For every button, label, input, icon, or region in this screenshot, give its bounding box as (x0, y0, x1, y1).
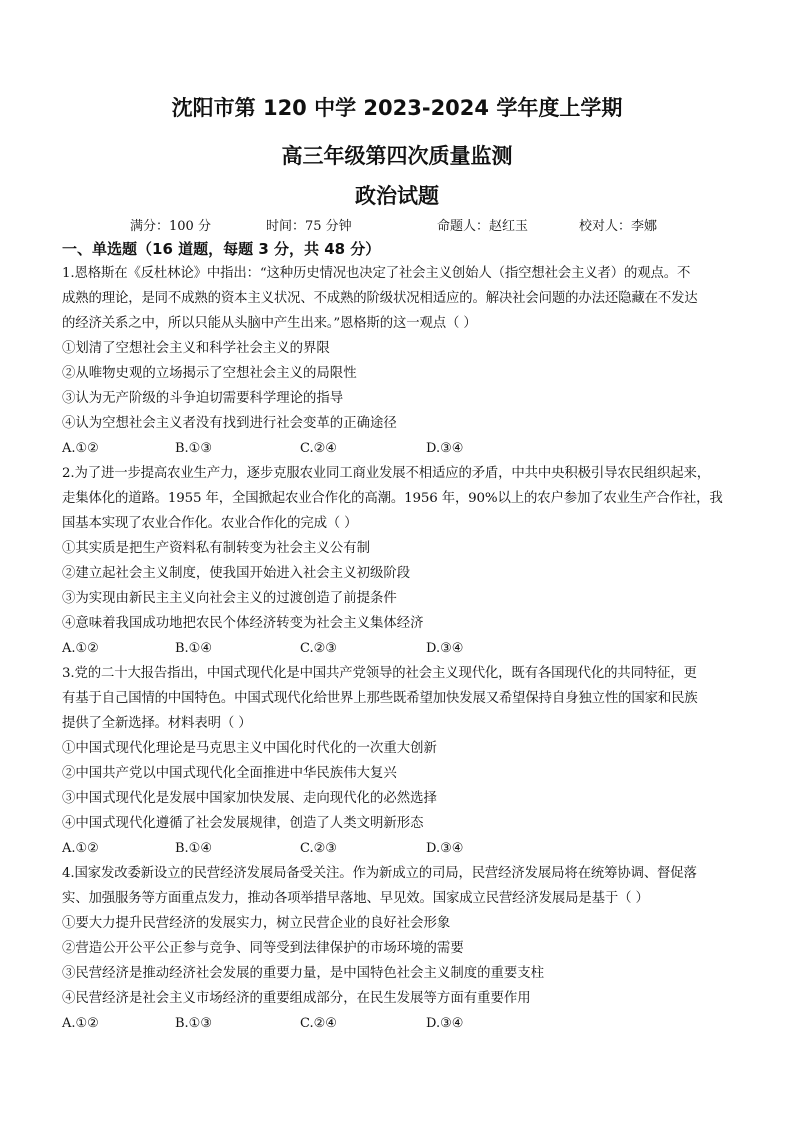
section-heading: 一、单选题（16 道题，每题 3 分，共 48 分） (62, 240, 381, 258)
question-stem-line: 的经济关系之中，所以只能从头脑中产生出来。”恩格斯的这一观点（ ） (62, 316, 477, 331)
option-item: ②营造公开公平公正参与竞争、同等受到法律保护的市场环境的需要 (62, 941, 464, 956)
option-item: ①中国式现代化理论是马克思主义中国化时代化的一次重大创新 (62, 741, 437, 756)
choice-d: D.③④ (426, 1016, 464, 1031)
option-item: ③民营经济是推动经济社会发展的重要力量，是中国特色社会主义制度的重要支柱 (62, 966, 545, 981)
choice-b: B.①③ (175, 441, 212, 456)
exam-title-subject: 政治试题 (355, 184, 439, 208)
option-item: ②建立起社会主义制度，使我国开始进入社会主义初级阶段 (62, 566, 411, 581)
option-item: ①划清了空想社会主义和科学社会主义的界限 (62, 341, 330, 356)
exam-title-grade: 高三年级第四次质量监测 (281, 144, 513, 168)
choice-a: A.①② (62, 641, 99, 656)
question-stem-line: 实、加强服务等方面重点发力，推动各项举措早落地、早见效。国家成立民营经济发展局是基于（ ） (62, 891, 649, 906)
choice-a: A.①② (62, 1016, 99, 1031)
option-item: ④民营经济是社会主义市场经济的重要组成部分，在民生发展等方面有重要作用 (62, 991, 531, 1006)
option-item: ②中国共产党以中国式现代化全面推进中华民族伟大复兴 (62, 766, 397, 781)
choice-b: B.①③ (175, 1016, 212, 1031)
full-score: 满分：100 分 (130, 219, 211, 234)
question-author: 命题人：赵红玉 (437, 219, 529, 234)
option-item: ①其实质是把生产资料私有制转变为社会主义公有制 (62, 541, 370, 556)
question-stem-line: 3.党的二十大报告指出，中国式现代化是中国共产党领导的社会主义现代化，既有各国现代化的共同特征，更 (62, 666, 697, 681)
exam-title-school: 沈阳市第 120 中学 2023-2024 学年度上学期 (171, 96, 623, 120)
question-stem-line: 有基于自己国情的中国特色。中国式现代化给世界上那些既希望加快发展又希望保持自身独立性的国家和民族 (62, 691, 698, 706)
choice-a: A.①② (62, 441, 99, 456)
option-item: ④意味着我国成功地把农民个体经济转变为社会主义集体经济 (62, 616, 424, 631)
choice-a: A.①② (62, 841, 99, 856)
option-item: ②从唯物史观的立场揭示了空想社会主义的局限性 (62, 366, 357, 381)
choice-d: D.③④ (426, 441, 464, 456)
proofreader: 校对人：李娜 (579, 219, 658, 234)
question-stem-line: 1.恩格斯在《反杜林论》中指出：“这种历史情况也决定了社会主义创始人（指空想社会主义者）的观点。不 (62, 266, 691, 281)
option-item: ①要大力提升民营经济的发展实力，树立民营企业的良好社会形象 (62, 916, 451, 931)
option-item: ④认为空想社会主义者没有找到进行社会变革的正确途径 (62, 416, 397, 431)
choice-c: C.②④ (300, 1016, 337, 1031)
question-stem-line: 国基本实现了农业合作化。农业合作化的完成（ ） (62, 516, 358, 531)
option-item: ④中国式现代化遵循了社会发展规律，创造了人类文明新形态 (62, 816, 424, 831)
question-stem-line: 成熟的理论，是同不成熟的资本主义状况、不成熟的阶级状况相适应的。解决社会问题的办法还隐藏在不发达 (62, 291, 698, 306)
option-item: ③认为无产阶级的斗争迫切需要科学理论的指导 (62, 391, 344, 406)
question-stem-line: 提供了全新选择。材料表明（ ） (62, 716, 252, 731)
question-stem-line: 走集体化的道路。1955 年，全国掀起农业合作化的高潮。1956 年，90%以上的农户参加了农业生产合作社，我 (62, 491, 723, 506)
choice-d: D.③④ (426, 841, 464, 856)
question-stem-line: 4.国家发改委新设立的民营经济发展局备受关注。作为新成立的司局，民营经济发展局将在统筹协调、督促落 (62, 866, 697, 881)
option-item: ③为实现由新民主主义向社会主义的过渡创造了前提条件 (62, 591, 397, 606)
choice-b: B.①④ (175, 641, 212, 656)
choice-c: C.②④ (300, 441, 337, 456)
question-stem-line: 2.为了进一步提高农业生产力，逐步克服农业同工商业发展不相适应的矛盾，中共中央积极引导农民组织起来， (62, 466, 711, 481)
choice-c: C.②③ (300, 841, 337, 856)
choice-c: C.②③ (300, 641, 337, 656)
choice-b: B.①④ (175, 841, 212, 856)
choice-d: D.③④ (426, 641, 464, 656)
exam-time: 时间：75 分钟 (266, 219, 352, 234)
option-item: ③中国式现代化是发展中国家加快发展、走向现代化的必然选择 (62, 791, 437, 806)
